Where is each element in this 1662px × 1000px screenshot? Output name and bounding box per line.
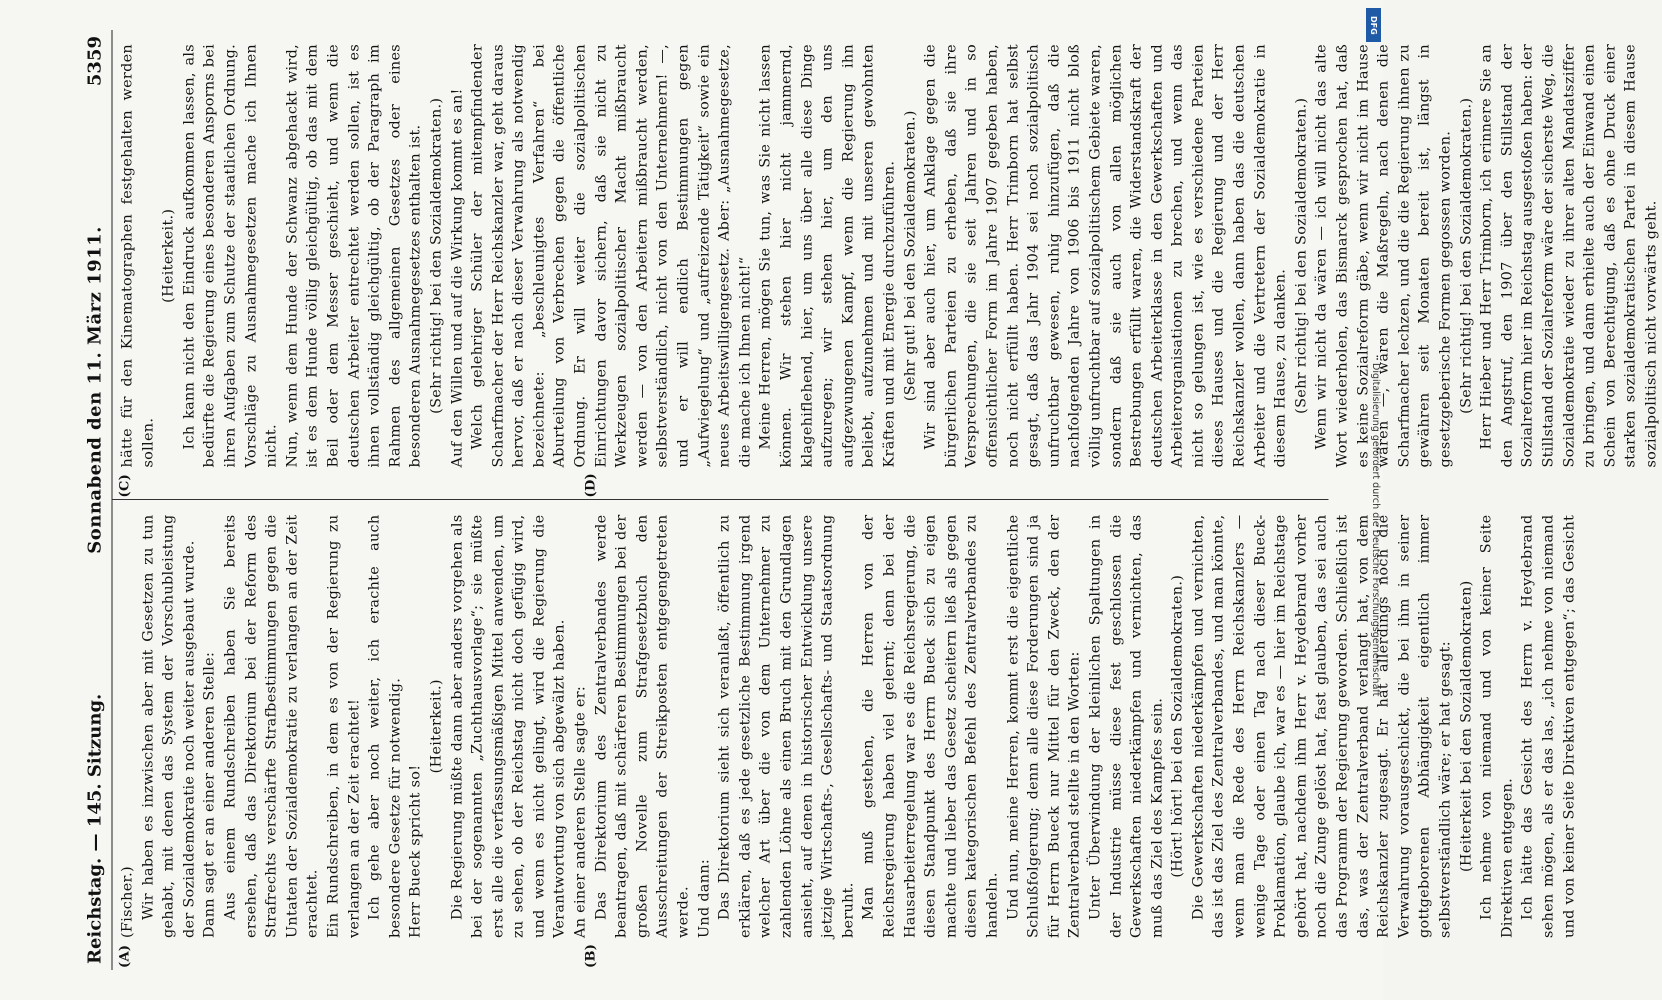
left-column-paragraph: Ich hätte das Gesicht des Herrn v. Heydebrand sehen mögen, als er das las, „ich nehme von niemand und von keiner Seite Direktiven entgegen“; das Gesicht (1519, 514, 1578, 938)
margin-marker-a: (A) (117, 944, 133, 968)
right-column-paragraph: (Heiterkeit.) (160, 208, 177, 303)
right-column-paragraph: Herr Hieber und Herr Trimborn, ich erinnere Sie an den Angstruf, den 1907 über den Stillstand der Sozialreform hier im Reichstag ausgestoßen haben: der Stillstand der Sozialreform wäre der sicherste Weg, die Sozialdemokratie wieder zu ihrer alten Mandatsziffer zu bringen, und dann erhielte auch der Einwand einen Schein von Berechtigung, daß es ohne Druck einer starken sozialdemokratischen Partei in diesem Hause sozialpolitisch nicht vorwärts geht. (1478, 44, 1660, 468)
right-column-paragraph: (Sehr richtig! bei den Sozialdemokraten.) (428, 97, 445, 414)
page-number: 5359 (84, 36, 106, 87)
page-header (54, 30, 113, 970)
right-column-paragraph: (Sehr richtig! bei den Sozialdemokraten.) (1458, 97, 1475, 414)
header-left: Reichstag. — 145. Sitzung. (84, 693, 106, 964)
left-column-paragraph: Und nun, meine Herren, kommt erst die eigentliche Schlußfolgerung; denn alle diese Forderungen sind ja für Herrn Bueck nur Mittel für den Zweck, den der Zentralverband stellte in den Worten: (1005, 514, 1083, 938)
right-column-paragraph: (Sehr gut! bei den Sozialdemokraten.) (902, 110, 919, 402)
left-column-paragraph: (Hört! hört! bei den Sozialdemokraten.) (1169, 574, 1186, 878)
right-column-paragraph: Meine Herren, mögen Sie tun, was Sie nicht lassen können. Wir stehen hier nicht jammernd, klagehiflehend, hier, um uns über alle diese Dinge aufzuregen; wir stehen hier, um den uns aufgezwungenen Kampf, wenn die Regierung ihn beliebt, aufzunehmen und mit unseren gewohnten Kräften und mit Energie durchzuführen. (757, 44, 898, 468)
left-column-paragraph: Die Regierung müßte dann aber anders vorgehen als bei der sogenannten „Zuchthausvorlage“; sie müßte erst alle die verfassungsmäßigen Mittel anwenden, um zu sehen, ob der Reichstag nicht doch gefügig wird, und wenn es nicht gelingt, wird die Regierung die Verantwortung von sich abgewälzt haben. (449, 514, 568, 938)
right-column-paragraph: hätte für den Kinematographen festgehalten werden sollen. (119, 44, 157, 468)
margin-marker-c: (C) (117, 473, 133, 498)
right-column-paragraph: Wir sind aber auch hier, um Anklage gegen die bürgerlichen Parteien zu erheben, daß sie ihre Versprechungen, die sie seit Jahren und in so offensichtlicher Form im Jahre 1907 gegeben haben, noch nicht erfüllt haben. Herr Trimborn hat selbst gesagt, daß das Jahr 1904 sei noch sozialpolitisch unfruchtbar gewesen, ruhig hinzufügen, daß die nachfolgenden Jahre von 1906 bis 1911 nicht bloß völlig unfruchtbar auf sozialpolitischem Gebiete waren, sondern daß sie auch von allen möglichen Bestrebungen erfüllt waren, die Widerstandskraft der deutschen Arbeiterklasse in den Gewerkschaften und Arbeiterorganisationen zu brechen, und wenn das nicht so gelungen ist, wie es verschiedene Parteien dieses Hauses und die Regierung und der Herr Reichskanzler wollen, dann haben das die deutschen Arbeiter und die Vertretern der Sozialdemokratie in diesem Hause, zu danken. (922, 44, 1289, 468)
margin-marker-d: (D) (583, 473, 599, 498)
left-column-paragraph: (Heiterkeit bei den Sozialdemokraten) (1458, 580, 1475, 873)
left-column-paragraph: Das Direktorium des Zentralverbandes werde beantragen, daß mit schärferen Bestimmungen bei der großen Novelle zum Strafgesetzbuch den Ausschreitungen der Streikposten entgegengetreten werde. (593, 514, 692, 938)
dfg-logo: DFG (1366, 8, 1381, 42)
right-column-paragraph: Nun, wenn dem Hunde der Schwanz abgehackt wird, ist es dem Hunde völlig gleichgültig, ob das mit dem Beil oder dem Messer geschieht, und wenn die deutschen Arbeiter entrechtet werden sollen, ist es ihnen vollständig gleichgültig, ob der Paragraph im Rahmen des allgemeinen Gesetzes oder eines besonderen Ausnahmegesetzes enthalten ist. (284, 44, 424, 468)
left-column-paragraph: Herr Bueck spricht so! (407, 764, 424, 938)
left-column-paragraph: Die Gewerkschaften niederkämpfen und vernichten, das ist das Ziel des Zentralverbandes, und man könnte, wenn man die Rede des Herrn Reichskanzlers — wenige Tage oder einen Tag nach dieser Bueck-Proklamation, glaube ich, war es — hier im Reichstage gehört hat, nachdem ihm Herr v. Heydebrand vorher noch die Zunge gelöst hat, fast glauben, das sei auch das Programm der Regierung geworden. Schließlich ist das, was der Zentralverband verlangt hat, von dem Reichskanzler zugesagt. Er hat allerdings noch die Verwahrung vorausgeschickt, die bei ihm in seiner gottgeborenen Abhängigkeit eigentlich immer selbstverständlich wäre; er hat gesagt: (1190, 514, 1454, 938)
left-column-paragraph: Das Direktorium sieht sich veranlaßt, öffentlich zu erklären, daß es jede gesetzliche Bestimmung irgend welcher Art über die von dem Unternehmer zu zahlenden Löhne als einen Bruch mit den Grundlagen ansieht, auf denen in historischer Entwicklung unsere jetzige Wirtschafts-, Gesellschafts- und Staatsordnung beruht. (716, 514, 857, 938)
digitization-note: Digitalisierung gefördert durch die Deutsche Forschungsgemeinschaft (1370, 363, 1381, 697)
right-column-paragraph: Wenn wir nicht da wären — ich will nicht das alte Wort wiederholen, das Bismarck gesprochen hat, daß es keine Sozialreform gäbe, wenn wir nicht im Hause wären —, wären die Maßregeln, nach denen die Scharfmacher lechzen, und die die Regierung ihnen zu gewähren seit Monaten bereit ist, längst in gesetzgeberische Formen gegossen worden. (1313, 44, 1454, 468)
left-column-paragraph: Ich nehme von niemand und von keiner Seite Direktiven entgegen. (1478, 514, 1516, 938)
right-column-paragraph: Ich kann nicht den Eindruck aufkommen lassen, als bedürfte die Regierung eines besonderen Ansporns bei ihren Aufgaben zum Schutze der staatlichen Ordnung. Vorschläge zu Ausnahmegesetzen mache ich Ihnen nicht. (181, 44, 280, 468)
left-column-paragraph: Dann sagt er an einer anderen Stelle: (201, 651, 218, 938)
right-column-paragraph: Auf den Willen und auf die Wirkung kommt es an! (449, 88, 465, 468)
left-column-paragraph: Unter Überwindung der kleinlichen Spaltungen in der Industrie müsse diese fest geschlossen die Gewerkschaften niederkämpfen und vernichten, das muß das Ziel des Kampfes sein. (1087, 514, 1166, 938)
right-column (112, 30, 1660, 501)
left-column-paragraph: (Heiterkeit.) (428, 679, 445, 774)
left-column-paragraph: (Fischer.) (119, 866, 136, 938)
left-column-paragraph: Man muß gestehen, die Herren von der Reichsregierung haben viel gelernt; denn bei der Hausarbeiterregelung war es die Reichsregierung, die diesen Standpunkt des Herrn Bueck sich zu eigen machte und lieber das Gesetz scheitern ließ als gegen diesen kategorischen Befehl des Zentralverbandes zu handeln. (860, 514, 1001, 938)
left-column-paragraph: Aus einem Rundschreiben haben Sie bereits ersehen, daß das Direktorium bei der Reform des Strafrechts verschärfte Strafbestimmungen gegen die Untaten der Sozialdemokratie zu verlangen an der Zeit erachtet. (222, 514, 321, 938)
header-date: Sonnabend den 11. März 1911. (84, 226, 106, 554)
left-column-paragraph: Ein Rundschreiben, in dem es von der Regierung zu verlangen an der Zeit erachtet! (325, 514, 363, 938)
left-column-paragraph: Und dann: (696, 858, 713, 938)
right-column-paragraph: (Sehr richtig! bei den Sozialdemokraten.) (1293, 97, 1310, 414)
right-column-paragraph: Welch gelehriger Schüler der mitempfindender Scharfmacher der Herr Reichskanzler war, geht daraus hervor, daß er nach dieser Verwahrung als notwendig bezeichnete: „beschleunigtes Verfahren“ bei Aburteilung von Verbrechen gegen die öffentliche Ordnung. Er will weiter die sozialpolitischen Einrichtungen davor sichern, daß sie nicht zu Werkzeugen sozialpolitischer Macht mißbraucht werden — von den Arbeitern mißbraucht werden, selbstverständlich, nicht von den Unternehmern! —, und er will endlich Bestimmungen gegen „Aufwiegelung“ und „aufreizende Tätigkeit“ sowie ein neues Arbeitswilligengesetz. Aber: „Ausnahmegesetze, die mache ich Ihnen nicht!“ (469, 44, 754, 468)
left-column-paragraph: An einer anderen Stelle sagte er: (572, 685, 589, 938)
left-column-paragraph: Wir haben es inzwischen aber mit Gesetzen zu tun gehabt, mit denen das System der Vorschubleistung der Sozialdemokratie noch weiter ausgebaut wurde. (140, 514, 198, 938)
left-column-paragraph: Ich gehe aber noch weiter, ich erachte auch besondere Gesetze für notwendig. (366, 514, 404, 938)
margin-marker-b: (B) (583, 943, 599, 968)
